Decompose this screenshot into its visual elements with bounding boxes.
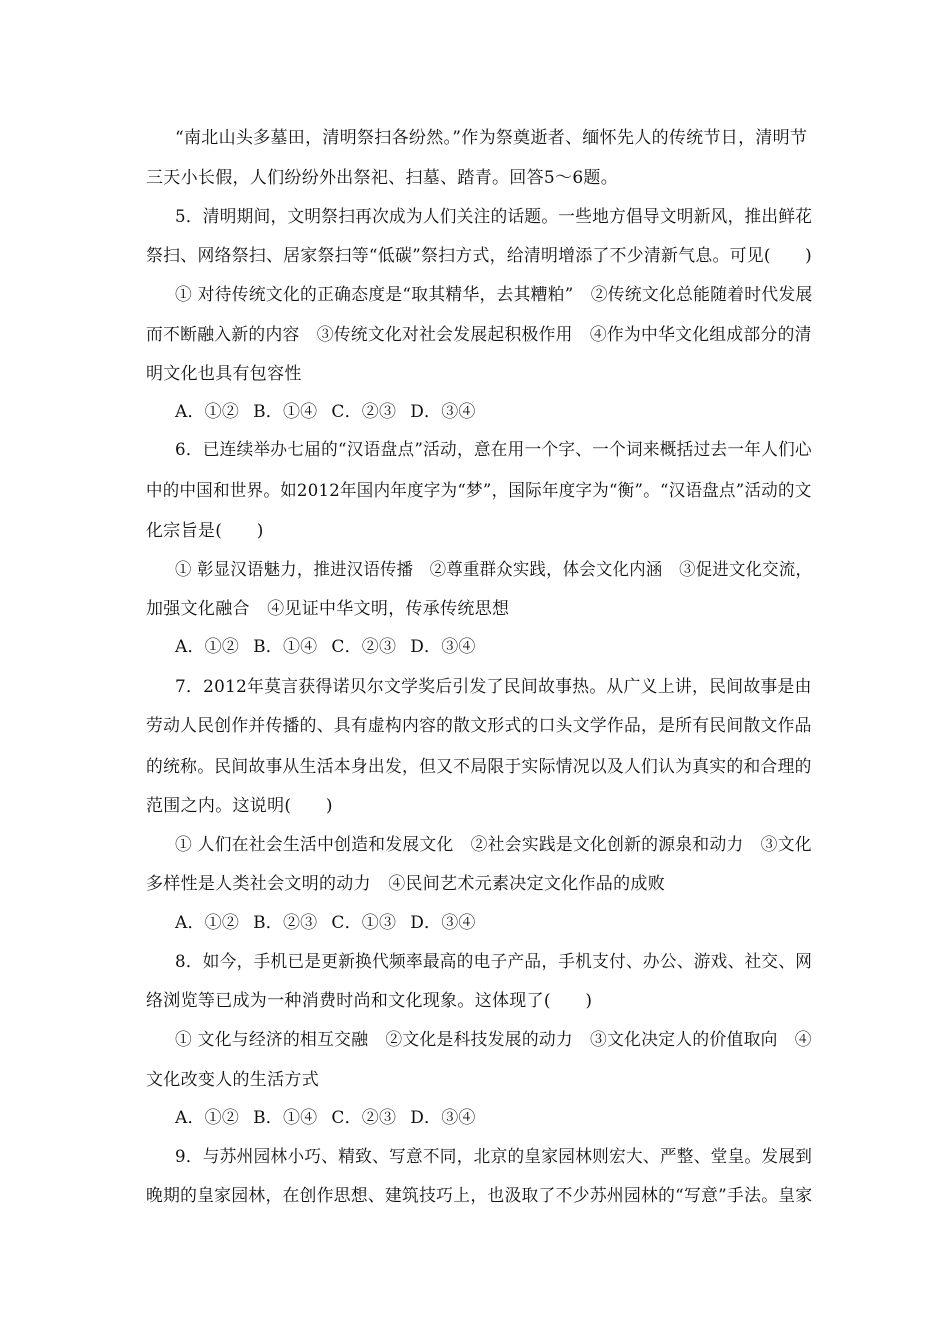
question-stem-line: 的统称。民间故事从生活本身出发，但又不局限于实际情况以及人们认为真实的和合理的 — [146, 757, 812, 777]
option-a: A．①② — [175, 402, 240, 422]
option-b: B．①④ — [253, 402, 318, 422]
option-d: D．③④ — [410, 1108, 476, 1128]
answer-options — [175, 1107, 490, 1129]
option-b: B．②③ — [253, 913, 318, 933]
option-c: C．②③ — [331, 1108, 397, 1128]
intro-line: 三天小长假，人们纷纷外出祭祀、扫墓、踏青。回答5～6题。 — [146, 168, 619, 188]
question-stem-line: 祭扫、网络祭扫、居家祭扫等“低碳”祭扫方式，给清明增添了不少清新气息。可见( ) — [146, 246, 812, 266]
option-b: B．①④ — [253, 637, 318, 657]
question-stem-line: 范围之内。这说明( ) — [146, 796, 333, 816]
option-b: B．①④ — [253, 1108, 318, 1128]
statement-line: 文化改变人的生活方式 — [146, 1070, 319, 1090]
statement-line: ① 人们在社会生活中创造和发展文化 ②社会实践是文化创新的源泉和动力 ③文化 — [175, 835, 812, 855]
statement-line: ① 对待传统文化的正确态度是“取其精华，去其糟粕” ②传统文化总能随着时代发展 — [175, 285, 813, 305]
question-stem-line: 9．与苏州园林小巧、精致、写意不同，北京的皇家园林则宏大、严整、堂皇。发展到 — [175, 1147, 813, 1167]
answer-options — [175, 912, 490, 934]
statement-line: ① 彰显汉语魅力，推进汉语传播 ②尊重群众实践，体会文化内涵 ③促进文化交流， — [175, 560, 813, 580]
question-stem-line: 7．2012年莫言获得诺贝尔文学奖后引发了民间故事热。从广义上讲，民间故事是由 — [175, 677, 812, 697]
option-a: A．①② — [175, 913, 240, 933]
option-d: D．③④ — [410, 913, 476, 933]
option-d: D．③④ — [410, 637, 476, 657]
question-stem-line: 劳动人民创作并传播的、具有虚构内容的散文形式的口头文学作品，是所有民间散文作品 — [146, 716, 812, 736]
option-c: C．②③ — [331, 402, 397, 422]
option-c: C．①③ — [331, 913, 397, 933]
answer-options — [175, 636, 490, 658]
statement-line: 明文化也具有包容性 — [146, 364, 302, 384]
question-stem-line: 晚期的皇家园林，在创作思想、建筑技巧上，也汲取了不少苏州园林的“写意”手法。皇家 — [146, 1186, 813, 1206]
statement-line: 多样性是人类社会文明的动力 ④民间艺术元素决定文化作品的成败 — [146, 874, 665, 894]
question-stem-line: 中的中国和世界。如2012年国内年度字为“梦”，国际年度字为“衡”。“汉语盘点”活动的文 — [146, 481, 812, 501]
question-stem-line: 8．如今，手机已是更新换代频率最高的电子产品，手机支付、办公、游戏、社交、网 — [175, 952, 813, 972]
option-d: D．③④ — [410, 402, 476, 422]
option-a: A．①② — [175, 637, 240, 657]
question-stem-line: 5．清明期间，文明祭扫再次成为人们关注的话题。一些地方倡导文明新风，推出鲜花 — [175, 207, 813, 227]
statement-line: 加强文化融合 ④见证中华文明，传承传统思想 — [146, 599, 510, 619]
statement-line: 而不断融入新的内容 ③传统文化对社会发展起积极作用 ④作为中华文化组成部分的清 — [146, 325, 812, 345]
statement-line: ① 文化与经济的相互交融 ②文化是科技发展的动力 ③文化决定人的价值取向 ④ — [175, 1030, 812, 1050]
question-stem-line: 络浏览等已成为一种消费时尚和文化现象。这体现了( ) — [146, 991, 593, 1011]
option-a: A．①② — [175, 1108, 240, 1128]
intro-line: “南北山头多墓田，清明祭扫各纷然。”作为祭奠逝者、缅怀先人的传统节日，清明节 — [175, 128, 808, 148]
option-c: C．②③ — [331, 637, 397, 657]
answer-options — [175, 401, 490, 423]
question-stem-line: 化宗旨是( ) — [146, 521, 264, 541]
question-stem-line: 6．已连续举办七届的“汉语盘点”活动，意在用一个字、一个词来概括过去一年人们心 — [175, 440, 812, 460]
